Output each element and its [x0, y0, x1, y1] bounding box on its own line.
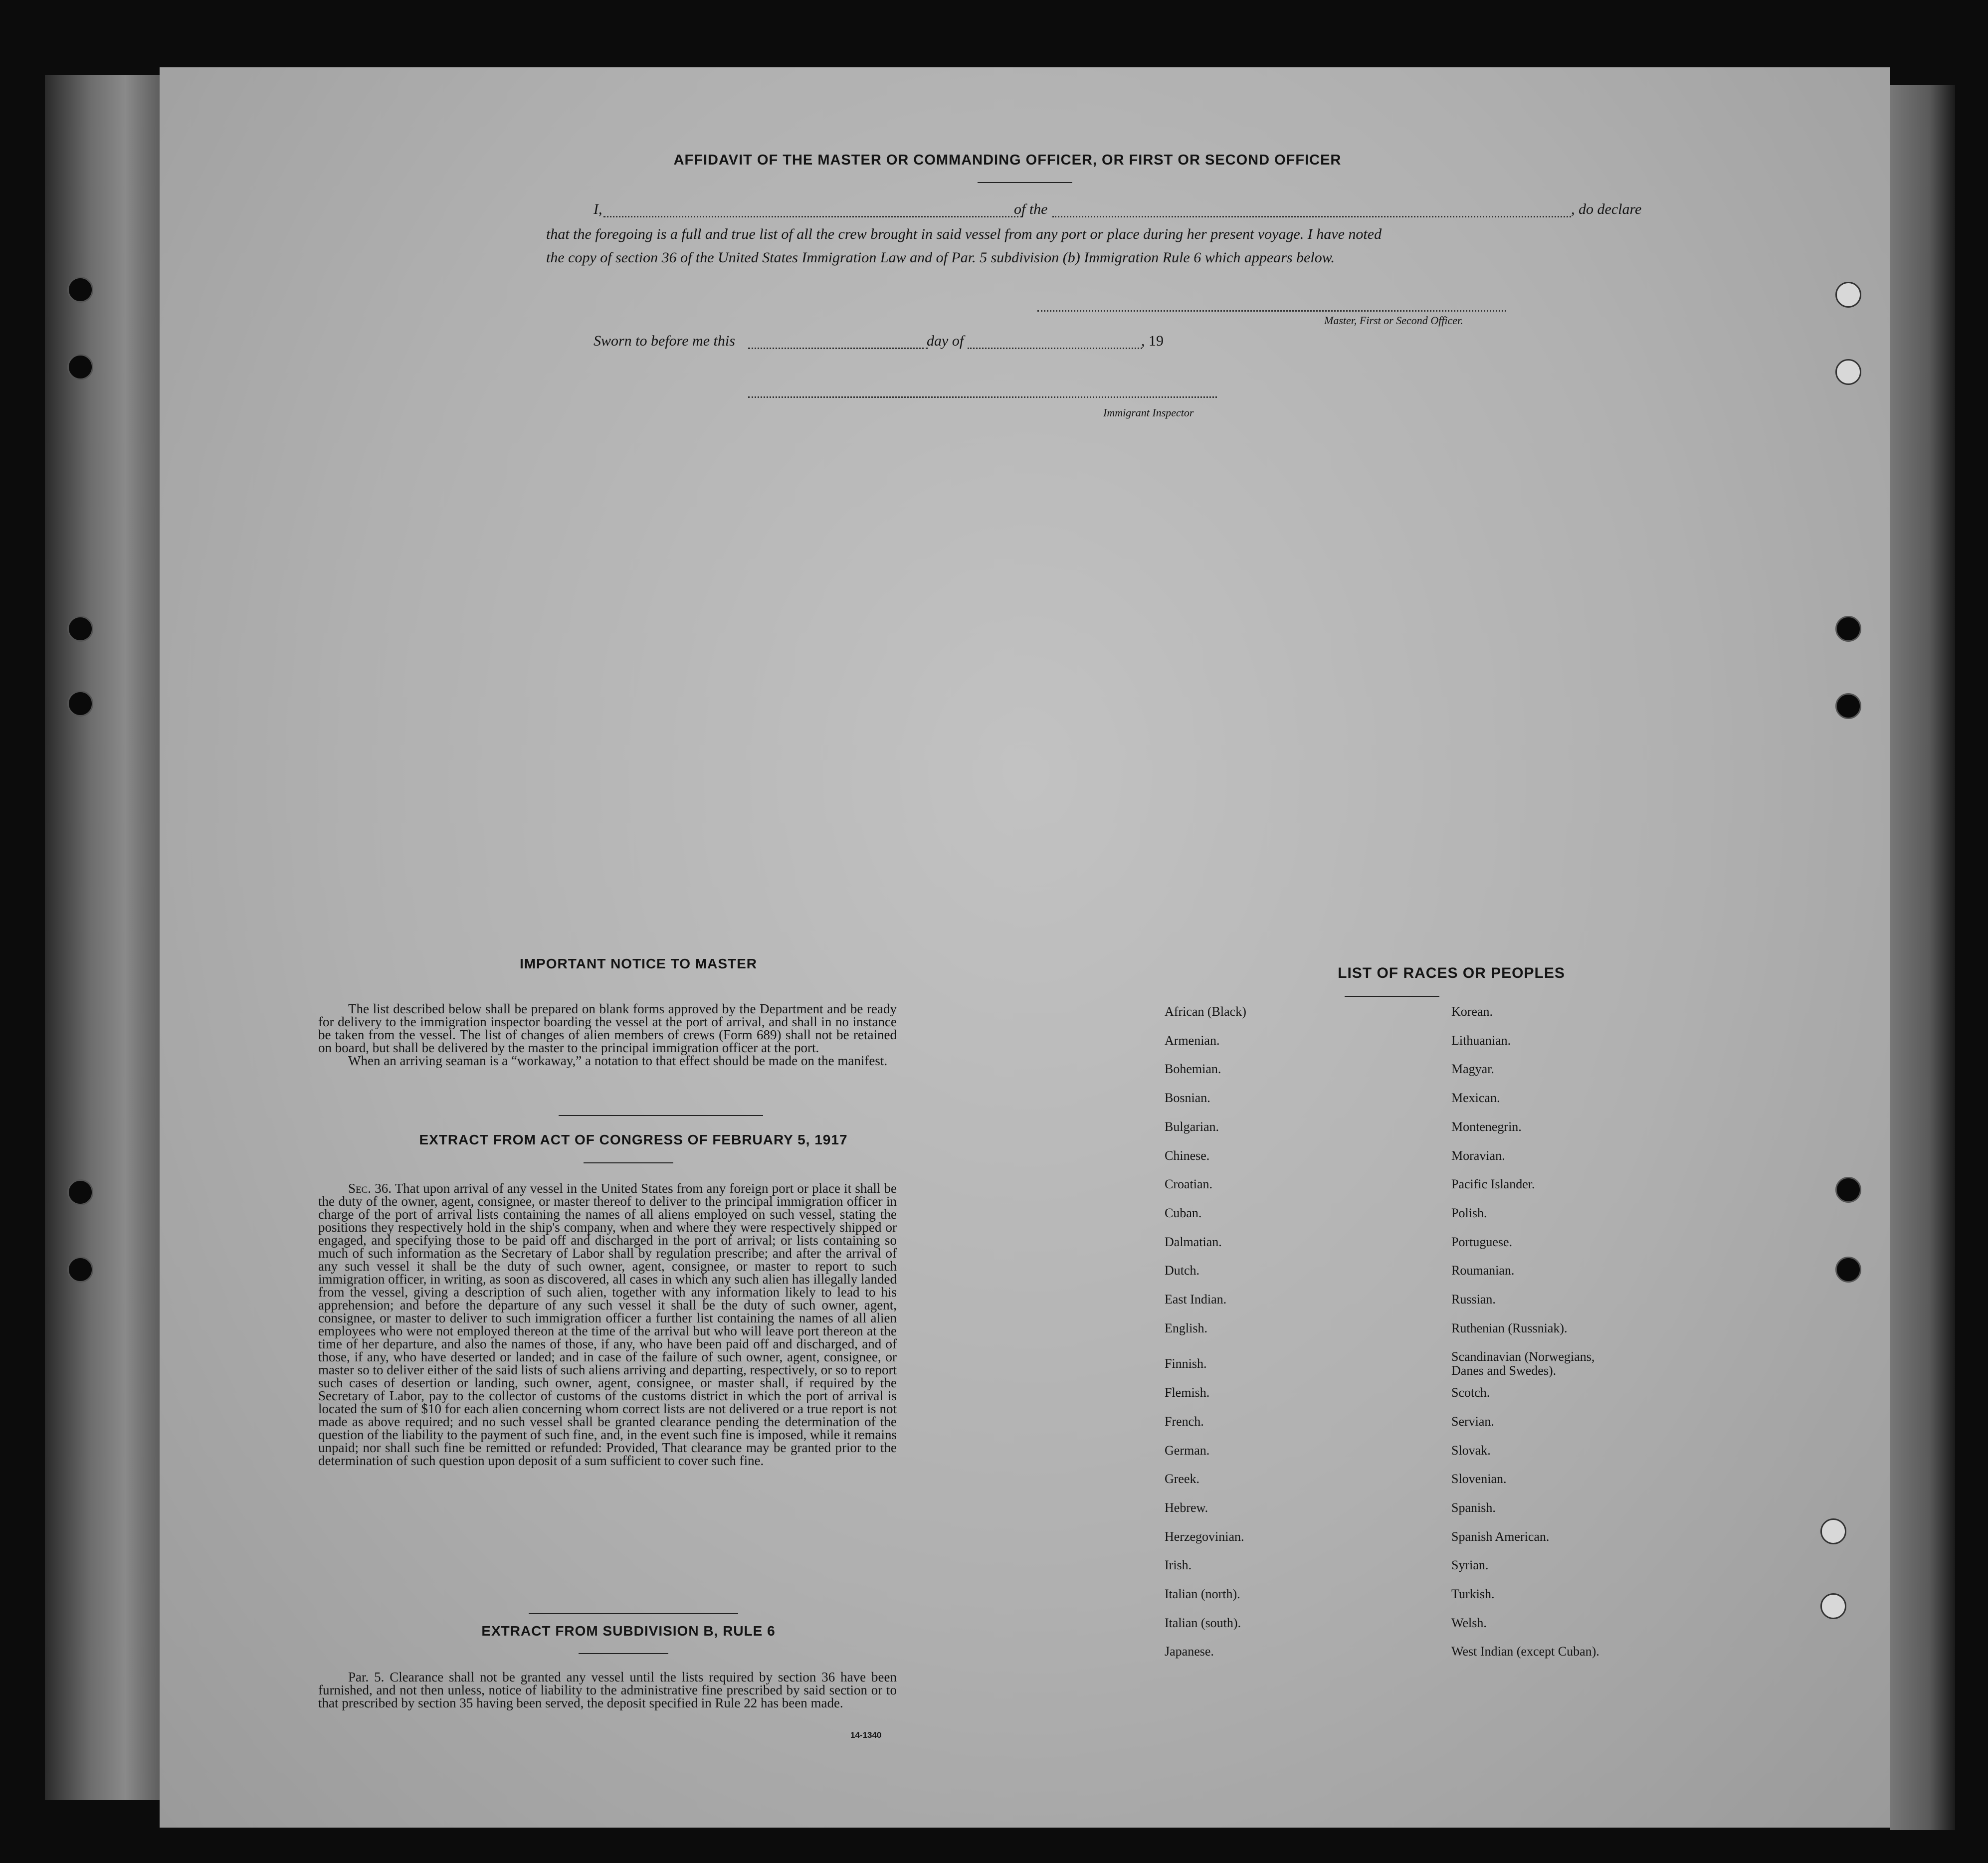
binder-hole [1820, 1518, 1846, 1544]
race-item: Montenegrin. [1451, 1119, 1522, 1134]
binder-hole [67, 354, 93, 380]
binder-hole [67, 1257, 93, 1283]
inspector-signature-line [748, 396, 1217, 398]
race-item: Turkish. [1451, 1587, 1495, 1601]
sworn-month-blank [968, 348, 1142, 349]
race-item: West Indian (except Cuban). [1451, 1644, 1599, 1659]
race-item: Dalmatian. [1165, 1234, 1222, 1249]
affidavit-i: I, [594, 201, 602, 217]
act-section-text: That upon arrival of any vessel in the United States from any foreign port or place it shall be the duty of the owner, agent, consignee, or master thereof to deliver to the principal immigration officer in charge of the port of arrival lists containing the names of all aliens employed on such vessel, stating the positions they respectively hold in the ship's company, when and where they were respectively shipped or engaged, and specifying those to be paid off and discharged in the port of arrival; or lists containing so much of such information as the Secretary of Labor shall by regulation prescribe; and after the arrival of any such vessel it shall be the duty of such owner, agent, consignee, or master to report to such immigration officer, in writing, as soon as discovered, all cases in which any such alien has illegally landed from the vessel, giving a description of such alien, together with any information likely to lead to his apprehension; and before the departure of any such vessel it shall be the duty of such owner, agent, consignee, or master to deliver to such immigration officer a further list containing the names of all alien employees who were not employed thereon at the time of the arrival but who will leave port thereon at the time of her departure, and also the names of those, if any, who have been paid off and discharged, and of those, if any, who have deserted or landed; and in case of the failure of such owner, agent, consignee, or master so to deliver either of the said lists of such aliens arriving and departing, respectively, or so to report such cases of desertion or landing, such owner, agent, consignee, or master shall, if required by the Secretary of Labor, pay to the collector of customs of the customs district in which the port of arrival is located the sum of $10 for each alien concerning whom correct lists are not delivered or a true report is not made as above required; and no such vessel shall be granted clearance pending the determination of the question of the liability to the payment of such fine, and, in the event such fine is imposed, while it remains unpaid; nor shall such fine be remitted or refunded: Provided, That clearance may be granted prior to the determination of such question upon deposit of a sum sufficient to cover such fine. [318, 1181, 897, 1468]
binder-hole [1835, 282, 1861, 308]
binder-hole [1820, 1593, 1846, 1619]
race-item: Ruthenian (Russniak). [1451, 1320, 1568, 1335]
race-item: Syrian. [1451, 1558, 1489, 1573]
act-title: EXTRACT FROM ACT OF CONGRESS OF FEBRUARY 5, 1917 [419, 1132, 848, 1147]
binder-hole [1835, 1177, 1861, 1203]
affidavit-title: AFFIDAVIT OF THE MASTER OR COMMANDING OFFICER, OR FIRST OR SECOND OFFICER [673, 152, 1342, 168]
act-section-label: Sec. 36. [348, 1181, 392, 1196]
race-item: Moravian. [1451, 1148, 1505, 1163]
race-item: Croatian. [1165, 1177, 1213, 1192]
sworn-text: Sworn to before me this [594, 333, 735, 349]
race-item: English. [1165, 1320, 1207, 1335]
divider [584, 1162, 673, 1163]
race-item: Roumanian. [1451, 1263, 1515, 1278]
sworn-day-of: day of [927, 333, 964, 349]
race-item: French. [1165, 1414, 1204, 1429]
race-item: Spanish. [1451, 1500, 1496, 1515]
binder-hole [67, 1179, 93, 1205]
race-item: Flemish. [1165, 1385, 1210, 1400]
race-item: German. [1165, 1443, 1210, 1458]
race-item: Polish. [1451, 1205, 1487, 1220]
film-right-edge [1890, 85, 1955, 1830]
binder-hole [1835, 1257, 1861, 1283]
race-item: Bulgarian. [1165, 1119, 1219, 1134]
document-sheet [160, 67, 1890, 1828]
race-item: Herzegovinian. [1165, 1529, 1244, 1544]
name-blank [603, 216, 1022, 217]
affidavit-declare: , do declare [1571, 201, 1642, 217]
notice-title: IMPORTANT NOTICE TO MASTER [519, 956, 758, 971]
rule-body [318, 1671, 897, 1709]
race-item: Armenian. [1165, 1033, 1220, 1048]
rule-title: EXTRACT FROM SUBDIVISION B, RULE 6 [481, 1623, 776, 1639]
divider [579, 1653, 668, 1654]
race-item: Korean. [1451, 1004, 1493, 1019]
race-item: East Indian. [1165, 1292, 1227, 1306]
binder-hole [67, 277, 93, 303]
race-item: Dutch. [1165, 1263, 1200, 1278]
binder-hole [1835, 693, 1861, 719]
sworn-year: , 19 [1141, 333, 1164, 349]
binder-hole [1835, 359, 1861, 385]
race-item: Bosnian. [1165, 1091, 1210, 1106]
sworn-day-blank [748, 348, 928, 349]
notice-para-1: The list described below shall be prepared on blank forms approved by the Department and be ready for delivery to the immigration inspector boarding the vessel at the port of arrival, and shall in no instance be taken from the vessel. The list of changes of alien members of crews (Form 689) shall not be retained on board, but shall be delivered by the master to the principal immigration officer at the port. [318, 1001, 897, 1055]
divider [1345, 996, 1439, 997]
race-item: Magyar. [1451, 1062, 1494, 1077]
notice-para-2: When an arriving seaman is a “workaway,” a notation to that effect should be made on the manifest. [348, 1053, 888, 1068]
race-item: Servian. [1451, 1414, 1494, 1429]
race-item: Portuguese. [1451, 1234, 1513, 1249]
film-left-edge [45, 75, 160, 1800]
race-item: Welsh. [1451, 1615, 1487, 1630]
affidavit-line2: that the foregoing is a full and true list of all the crew brought in said vessel from any port or place during her present voyage. I have noted [546, 226, 1382, 242]
race-item: Italian (north). [1165, 1587, 1240, 1601]
race-item: Japanese. [1165, 1644, 1214, 1659]
inspector-caption: Immigrant Inspector [1103, 406, 1194, 419]
divider [529, 1613, 738, 1614]
race-item: Mexican. [1451, 1091, 1500, 1106]
vessel-blank [1052, 216, 1571, 217]
form-number: 14-1340 [850, 1730, 882, 1740]
race-item: Pacific Islander. [1451, 1177, 1535, 1192]
rule-text: Par. 5. Clearance shall not be granted any vessel until the lists required by section 36 have been furnished, and not then unless, notice of liability to the administrative fine prescribed by said section or to that prescribed by section 35 having been served, the deposit specified in Rule 22 has been made. [318, 1670, 897, 1710]
binder-hole [67, 691, 93, 717]
race-item: Slovenian. [1451, 1472, 1507, 1487]
race-item: Slovak. [1451, 1443, 1491, 1458]
races-title: LIST OF RACES OR PEOPLES [1338, 965, 1565, 981]
affidavit-of-the: of the [1014, 201, 1048, 217]
binder-hole [67, 616, 93, 642]
race-item: Spanish American. [1451, 1529, 1550, 1544]
act-body [318, 1182, 897, 1467]
act-text [318, 1182, 897, 1467]
master-signature-line [1037, 310, 1506, 312]
master-caption: Master, First or Second Officer. [1324, 314, 1463, 327]
binder-hole [1835, 616, 1861, 642]
divider [978, 182, 1072, 183]
race-item: Scotch. [1451, 1385, 1490, 1400]
affidavit-line3: the copy of section 36 of the United States Immigration Law and of Par. 5 subdivision (b) Immigration Rule 6 which appears below. [546, 249, 1335, 266]
notice-body [318, 1002, 897, 1067]
divider [559, 1115, 763, 1116]
race-item: Irish. [1165, 1558, 1192, 1573]
race-item: Finnish. [1165, 1356, 1207, 1371]
race-item: Cuban. [1165, 1205, 1202, 1220]
race-item: Scandinavian (Norwegians, Danes and Swedes). [1451, 1349, 1595, 1378]
race-item: Hebrew. [1165, 1500, 1208, 1515]
race-item: Italian (south). [1165, 1615, 1241, 1630]
race-item: Greek. [1165, 1472, 1200, 1487]
race-item: Lithuanian. [1451, 1033, 1511, 1048]
race-item: African (Black) [1165, 1004, 1246, 1019]
race-item: Chinese. [1165, 1148, 1210, 1163]
race-item: Bohemian. [1165, 1062, 1221, 1077]
race-item: Russian. [1451, 1292, 1496, 1306]
